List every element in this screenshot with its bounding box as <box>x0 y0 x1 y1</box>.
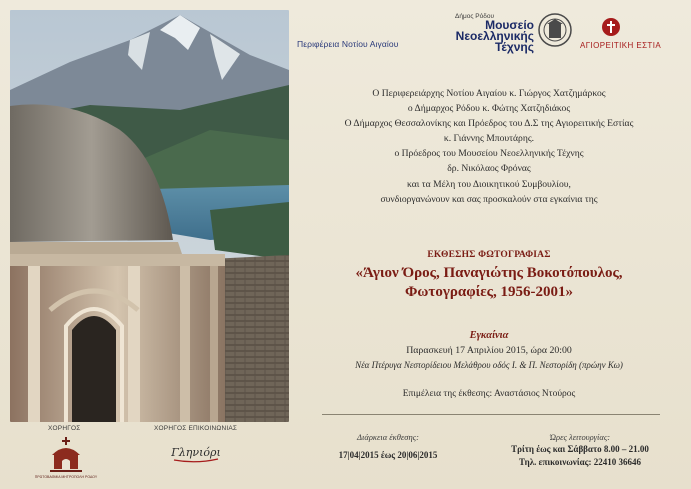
contact-phone: Τηλ. επικοινωνίας: 22410 36646 <box>519 457 641 467</box>
invite-line: δρ. Νικόλαος Φρόνας <box>447 163 531 175</box>
invite-line: συνδιοργανώνουν και σας προσκαλούν στα εγκαίνια της <box>380 193 598 205</box>
museum-line-3: Τέχνης <box>494 40 534 54</box>
sponsor-caption: ΠΡΩΤΟΒΑΘΜΙΑ ΜΗΤΡΟΠΟΛΗ ΡΟΔΟΥ <box>34 475 98 479</box>
invite-line: Ο Περιφερειάρχης Νοτίου Αιγαίου κ. Γιώργος Χατζημάρκος <box>372 88 606 99</box>
media-sponsor-logo-text: Γληνιόρι <box>171 446 221 459</box>
hours-label: Ώρες λειτουργίας: <box>549 432 611 442</box>
sponsor-label: ΧΟΡΗΓΟΣ <box>48 425 81 432</box>
museum-seal-icon <box>537 12 573 48</box>
museum-line-1: Μουσείο <box>485 18 534 32</box>
invite-line: και τα Μέλη του Διοικητικού Συμβουλίου, <box>407 178 571 190</box>
exhibition-kind: ΕΚΘΕΣΗΣ ΦΩΤΟΓΡΑΦΙΑΣ <box>427 250 551 260</box>
hours-value: Τρίτη έως και Σάββατο 8.00 – 21.00 <box>511 444 649 454</box>
opening-venue: Νέα Πτέρυγα Νεστορίδειου Μελάθρου οδός Ι. & Π. Νεστορίδη (πρώην Κω) <box>355 360 623 370</box>
duration-value: 17|04|2015 έως 20|06|2015 <box>338 450 438 460</box>
exhibition-title-line-2: Φωτογραφίες, 1956-2001» <box>405 284 573 300</box>
mount-athos-photo <box>10 10 289 422</box>
exhibition-title <box>300 264 678 302</box>
invite-line: Ο Δήμαρχος Θεσσαλονίκης και Πρόεδρος του Δ.Σ της Αγιορειτικής Εστίας <box>344 118 634 130</box>
curator-credit: Επιμέλεια της έκθεσης: Αναστάσιος Ντούρος <box>402 389 576 399</box>
hestia-logo-text: ΑΓΙΟΡΕΙΤΙΚΗ ΕΣΤΙΑ <box>580 41 662 50</box>
duration-label: Διάρκεια έκθεσης: <box>357 432 419 442</box>
opening-title: Εγκαίνια <box>469 330 509 341</box>
media-sponsor-logo <box>166 438 226 466</box>
hestia-cross-icon <box>601 17 621 37</box>
media-sponsor-label: ΧΟΡΗΓΟΣ ΕΠΙΚΟΙΝΩΝΙΑΣ <box>154 425 238 432</box>
divider <box>322 414 660 415</box>
invite-line: κ. Γιάννης Μπουτάρης. <box>443 133 535 145</box>
invite-line: ο Πρόεδρος του Μουσείου Νεοελληνικής Τέχνης <box>394 148 584 160</box>
museum-municipality-label: Δήμος Ρόδου <box>455 13 494 20</box>
church-sponsor-icon <box>44 433 88 477</box>
opening-date: Παρασκευή 17 Απριλίου 2015, ώρα 20:00 <box>406 345 572 356</box>
museum-logo-text <box>438 20 534 53</box>
invite-line: ο Δήμαρχος Ρόδου κ. Φώτης Χατζηδιάκος <box>407 103 571 115</box>
museum-line-2: Νεοελληνικής <box>455 29 534 43</box>
exhibition-title-line-1: «Άγιον Όρος, Παναγιώτης Βοκοτόπουλος, <box>355 265 623 281</box>
region-logo: Περιφέρεια Νοτίου Αιγαίου <box>297 39 399 49</box>
invitation-text <box>300 86 678 207</box>
